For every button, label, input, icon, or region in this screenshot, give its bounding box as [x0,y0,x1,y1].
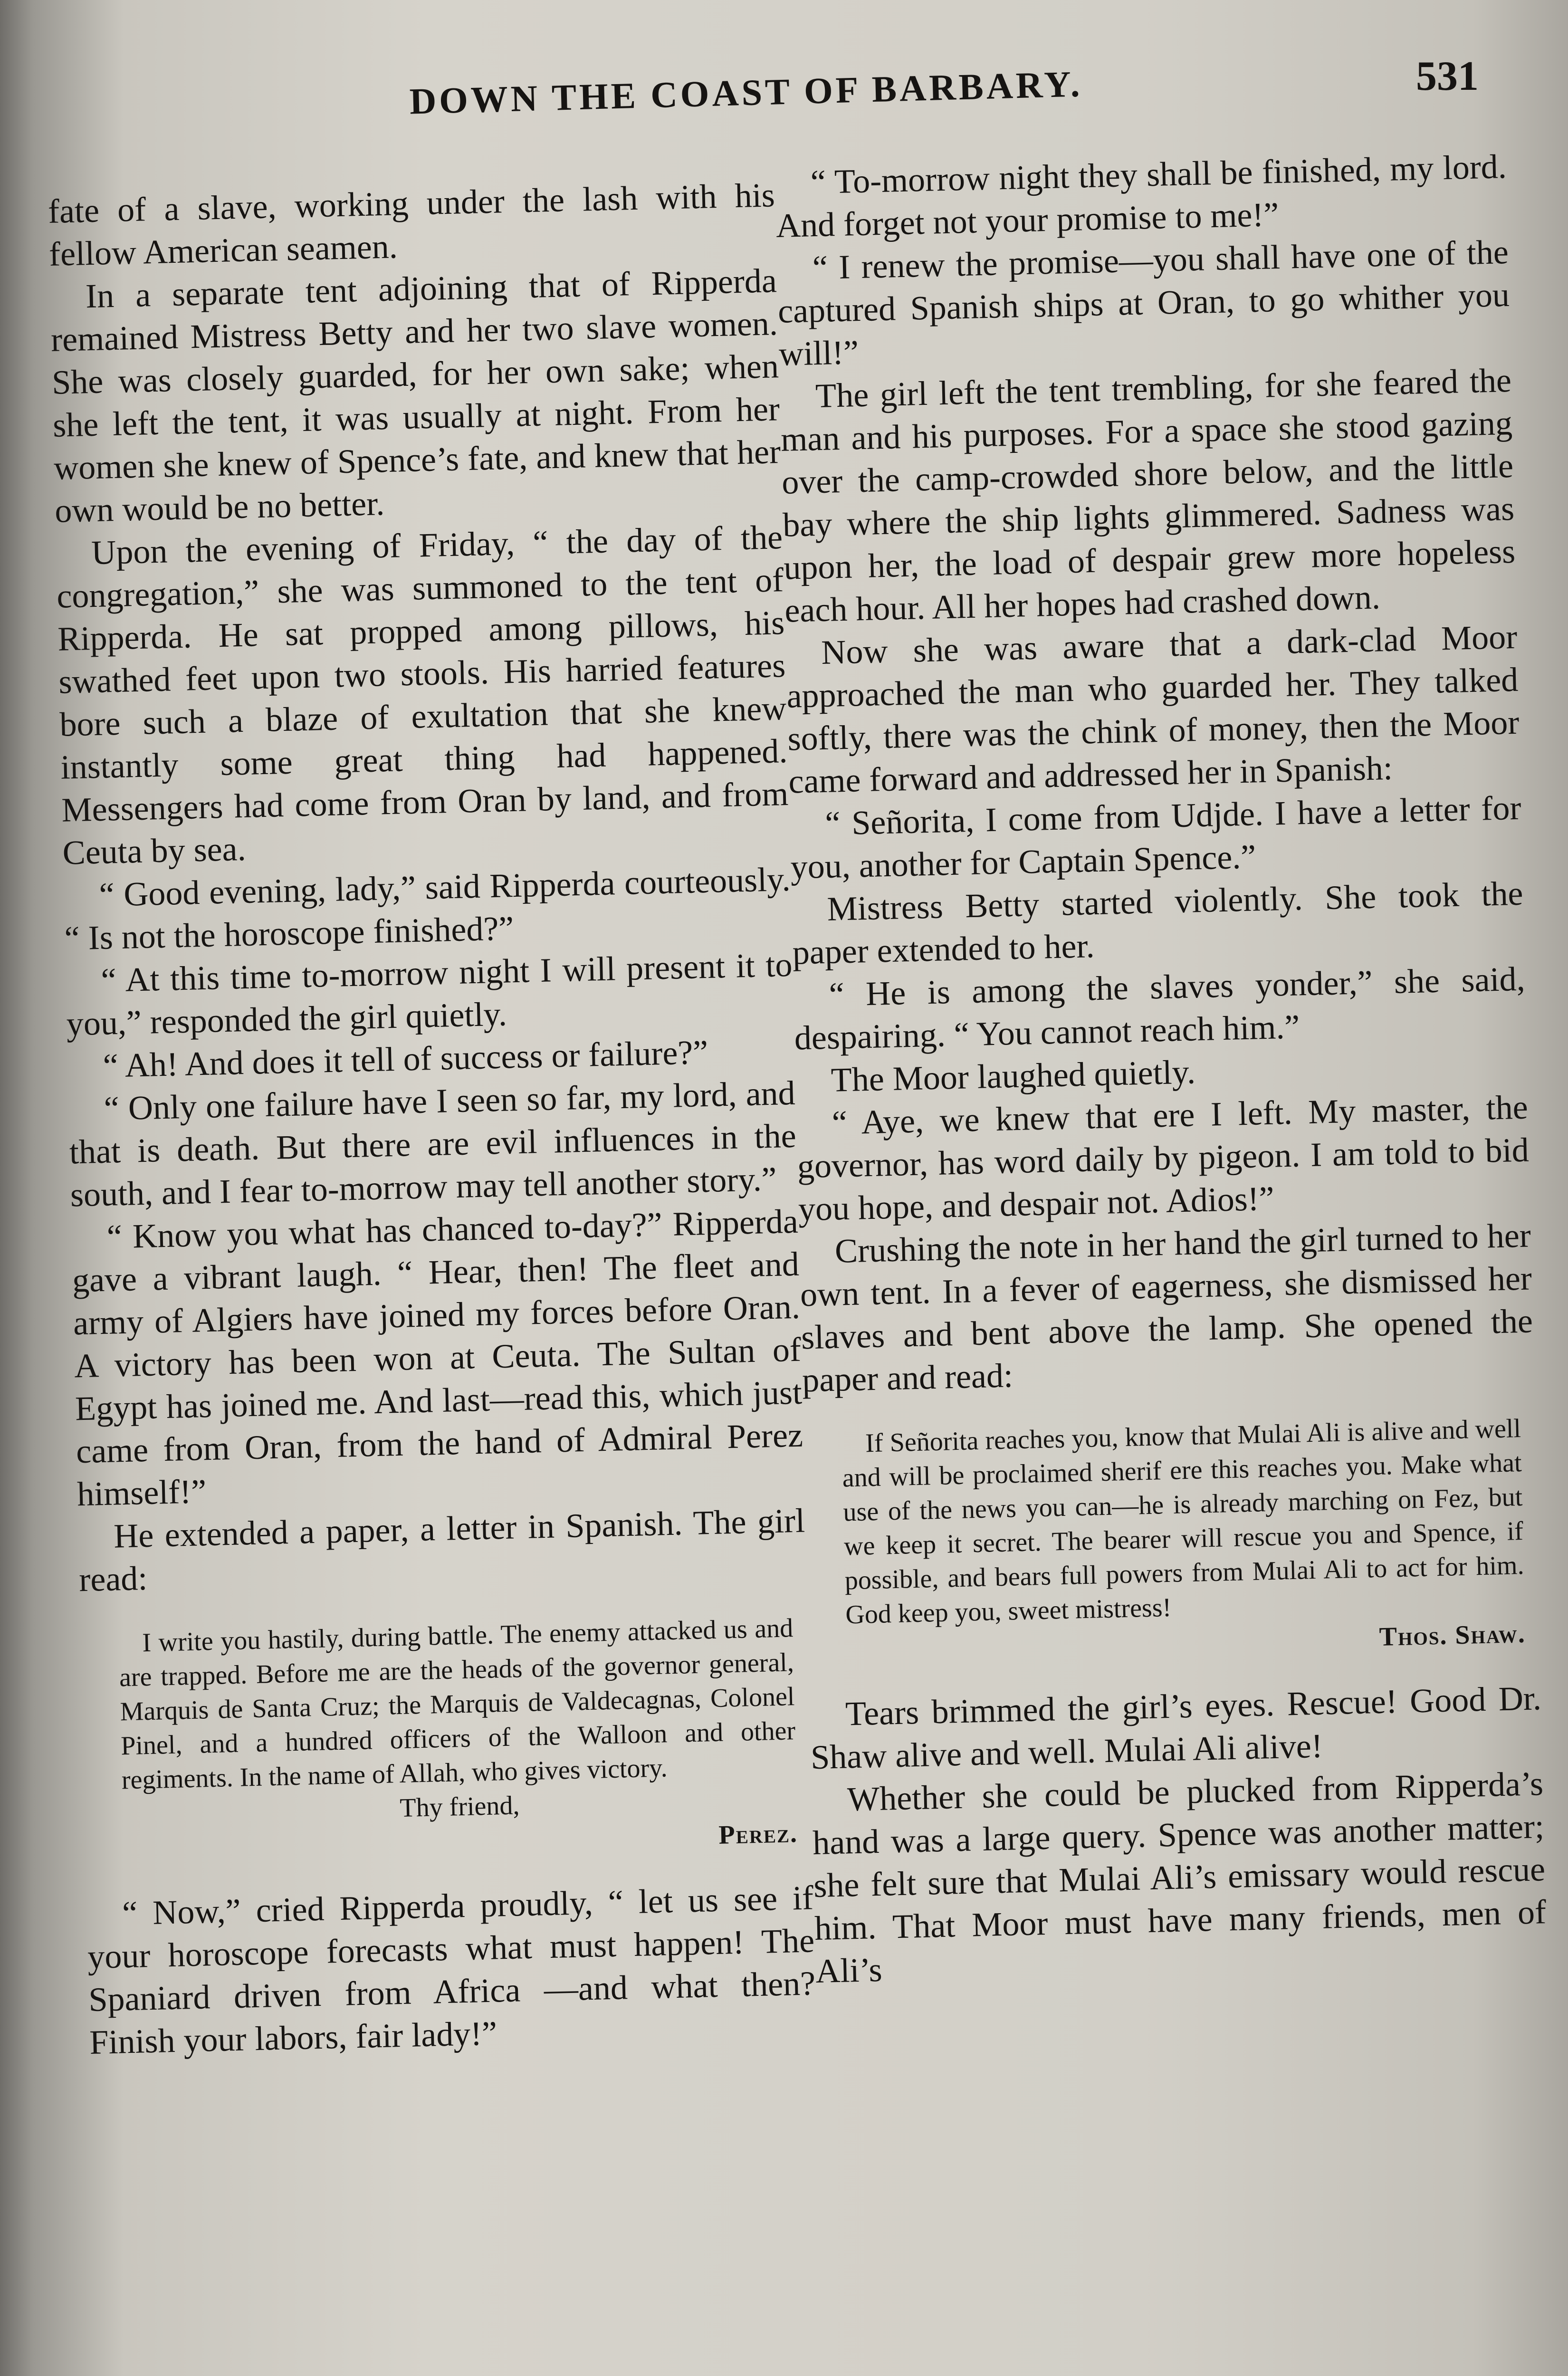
paragraph: “ Señorita, I come from Udjde. I have a letter for you, another for Captain Spence.” [790,788,1522,886]
running-title: DOWN THE COAST OF BARBARY. [409,63,1083,122]
paragraph: fate of a slave, working under the lash with his fellow American seamen. [48,176,775,273]
letter-closing: Thy friend, [399,1791,520,1823]
paragraph: “ To-morrow night they shall be finished, my lord. And forget not your promise to me!” [775,147,1507,245]
paragraph: Tears brimmed the girl’s eyes. Rescue! Good Dr. Shaw alive and well. Mulai Ali alive! [810,1679,1542,1777]
letter-body: If Señorita reaches you, know that Mulai Ali is alive and well and will be proclaimed sherif ere this reaches you. Make what use of the news you can—he is already marching on Fez, but we keep it secret. The bearer will rescue you and Spence, if possible, and bears full powers from Mulai Ali to act for him. God keep you, sweet mistress! [842,1414,1525,1630]
paragraph: “ I renew the promise—you shall have one of the captured Spanish ships at Oran, to go whither you will!” [777,233,1510,373]
paragraph: The Moor laughed quietly. [830,1053,1196,1099]
paragraph: “ Know you what has chanced to-day?” Ripperda gave a vibrant laugh. “ Hear, then! The fleet and army of Algiers have joined my forces before Oran. A victory has been won at Ceuta. The Sultan of Egypt has joined me. And last—read this, which just came from Oran, from the hand of Admiral Perez himself!” [72,1202,803,1514]
right-column [774,145,1548,1993]
paragraph: “ At this time to-morrow night I will present it to you,” responded the girl quietly. [66,945,793,1043]
shaw-letter [841,1411,1526,1666]
paragraph: Crushing the note in her hand the girl turned to her own tent. In a fever of eagerness, she dismissed her slaves and bent above the lamp. She opened the paper and read: [800,1216,1533,1399]
letter-body: I write you hastily, during battle. The enemy attacked us and are trapped. Before me are the heads of the governor general, Marquis de Santa Cruz; the Marquis de Valdecagnas, Colonel Pinel, and a hundred officers of the Walloon and other regiments. In the name of Allah, who gives victory. [119,1613,796,1795]
paragraph: The girl left the tent trembling, for she feared the man and his purposes. For a space she stood gazing over the camp-crowded shore below, and the little bay where the ship lights glimmered. Sadness was upon her, the load of despair grew more hopeless each hour. All her hopes had crashed down. [780,361,1516,630]
page-number: 531 [1416,53,1479,99]
paragraph: “ Good evening, lady,” said Ripperda courteously. “ Is not the horoscope finished?” [64,860,791,958]
paragraph: Upon the evening of Friday, “ the day of the congregation,” she was summoned to the tent of Ripperda. He sat propped among pillows, his swathed feet upon two stools. His harried features bore such a blaze of exultation that she knew instantly some great thing had happened. Messengers had come from Oran by land, and from Ceuta by sea. [56,518,789,872]
paragraph: He extended a paper, a letter in Spanish. The girl read: [78,1501,805,1599]
letter-signature: Perez. [718,1819,798,1850]
paragraph: “ Only one failure have I seen so far, my lord, and that is death. But there are evil influences in the south, and I fear to-morrow may tell another story.” [69,1073,797,1214]
left-column [48,173,817,2064]
perez-letter [118,1611,798,1866]
paragraph: “ Ah! And does it tell of success or failure?” [102,1033,709,1085]
paragraph: “ Aye, we knew that ere I left. My master, the governor, has word daily by pigeon. I am told to bid you hope, and despair not. Adios!” [797,1088,1530,1228]
paragraph: Mistress Betty started violently. She took the paper extended to her. [792,874,1524,972]
paragraph: “ Now,” cried Ripperda proudly, “ let us see if your horoscope forecasts what must happen! The Spaniard driven from Africa —and what then? Finish your labors, fair lady!” [87,1878,816,2061]
letter-signature: Thos. Shaw. [1379,1619,1526,1652]
paragraph: “ He is among the slaves yonder,” she said, despairing. “ You cannot reach him.” [794,959,1526,1057]
paragraph: Whether she could be plucked from Ripperda’s hand was a large query. Spence was another matter; she felt sure that Mulai Ali’s emissary would rescue him. That Moor must have many friends, men of Ali’s [812,1764,1547,1991]
paragraph: Now she was aware that a dark-clad Moor approached the man who guarded her. They talked softly, there was the chink of money, then the Moor came forward and addressed her in Spanish: [786,617,1520,801]
paragraph: In a separate tent adjoining that of Ripperda remained Mistress Betty and her two slave women. She was closely guarded, for her own sake; when she left the tent, it was usually at night. From her women she knew of Spence’s fate, and knew that her own would be no better. [50,261,781,530]
